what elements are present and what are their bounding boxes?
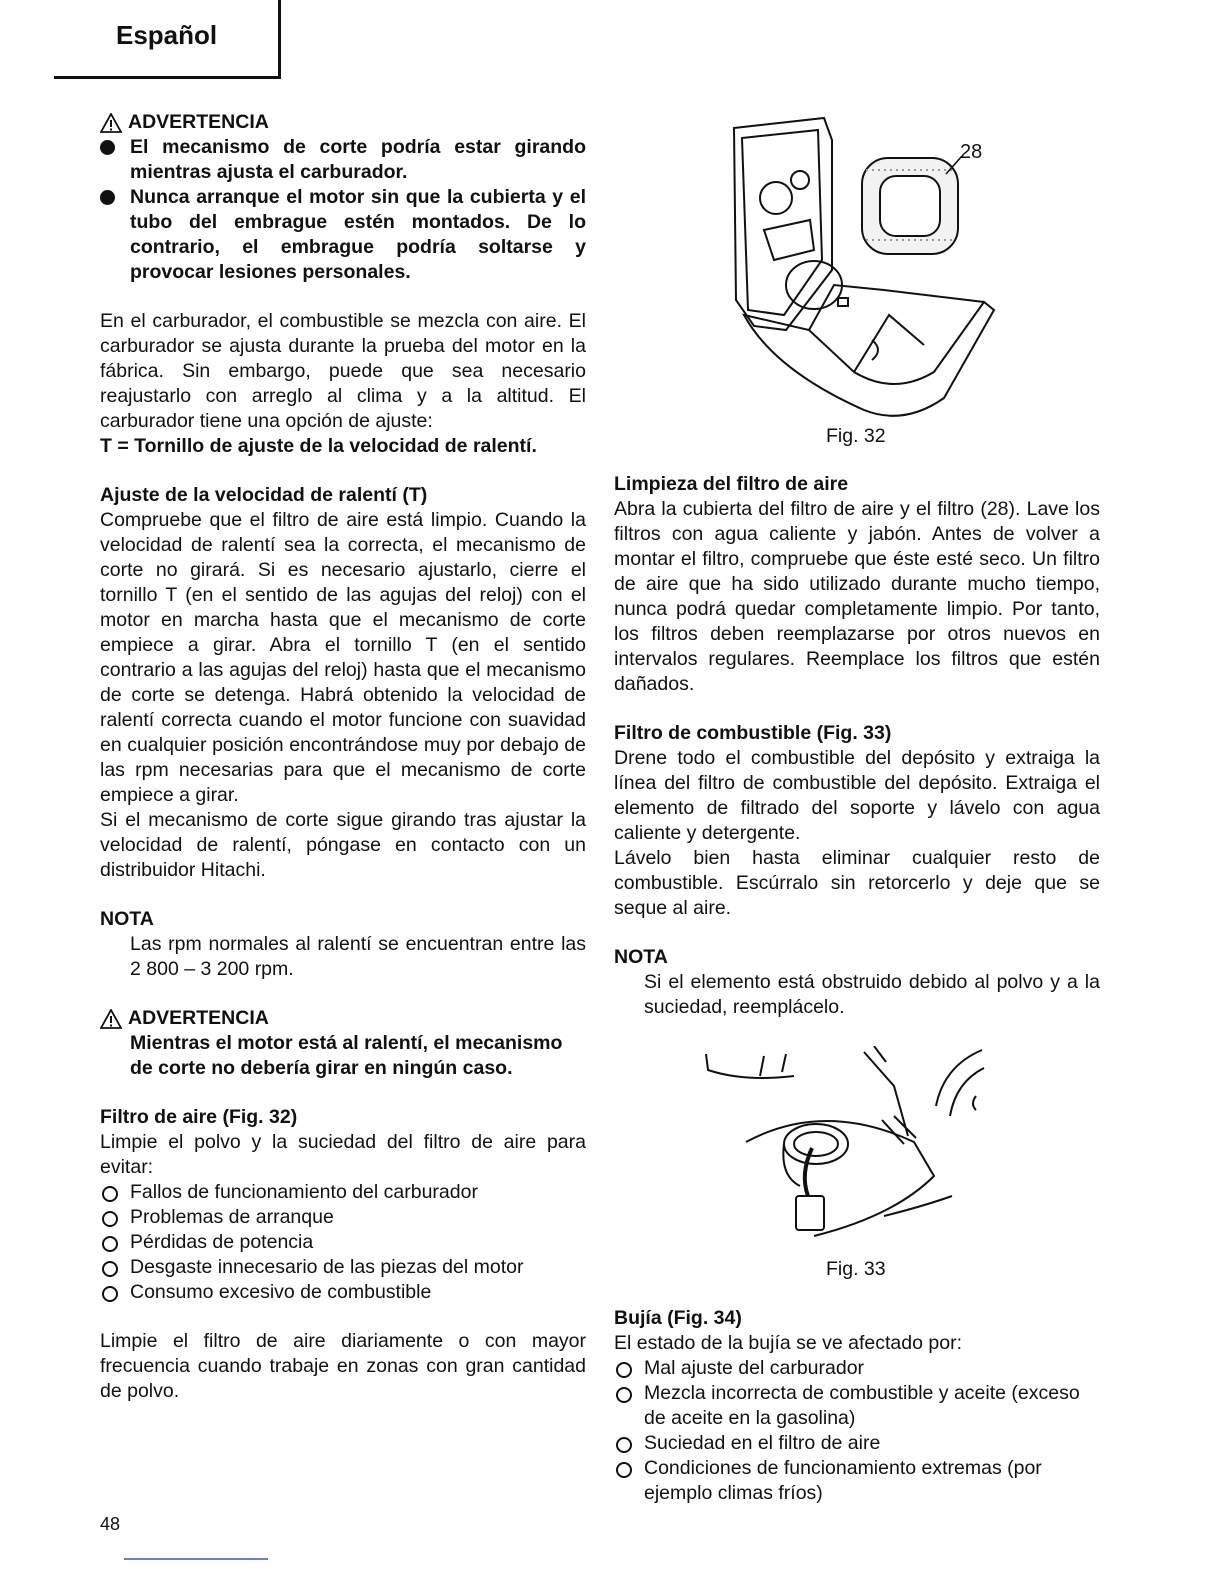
warning-item: El mecanismo de corte podría estar girando mientras ajusta el carburador. [100,135,586,185]
note-heading: NOTA [100,908,154,930]
warning-triangle-icon [100,113,122,133]
figure-32-callout: 28 [960,141,983,163]
list-item: Condiciones de funcionamiento extremas (por ejemplo climas fríos) [614,1456,1100,1506]
cleaning-heading: Limpieza del filtro de aire [614,473,849,495]
note-heading-right: NOTA [614,946,668,968]
idle-body: Compruebe que el filtro de aire está limpio. Cuando la velocidad de ralentí sea la correcta, el mecanismo de corte no girará. Si es necesario ajustarlo, cierre el tornillo T (en el sentido de las agujas del reloj) con el motor en marcha hasta que el mecanismo de corte empiece a girar. Abra el tornillo T (en el sentido contrario a las agujas del reloj) hasta que el mecanismo de corte se detenga. Habrá obtenido la velocidad de ralentí correcta cuando el motor funcione con suavidad en cualquier posición encontrándose muy por debajo de las rpm necesarias para que el mecanismo de corte empiece a girar. [100,509,586,806]
air-filter-intro: Limpie el polvo y la suciedad del filtro de aire para evitar: [100,1131,586,1178]
list-item: Pérdidas de potencia [100,1230,586,1255]
language-label: Español [116,20,218,50]
spark-plug-intro: El estado de la bujía se ve afectado por: [614,1332,962,1354]
warning-body: Mientras el motor está al ralentí, el mecanismo de corte no debería girar en ningún caso. [130,1032,563,1079]
cleaning-body: Abra la cubierta del filtro de aire y el filtro (28). Lave los filtros con agua caliente y jabón. Antes de volver a montar el filtro, compruebe que éste esté seco. Un filtro de aire que ha sido utilizado durante mucho tiempo, nunca podrá quedar completamente limpio. Por tanto, los filtros deben reemplazarse por otros nuevos en intervalos regulares. Reemplace los filtros que estén dañados. [614,498,1100,695]
fuel-filter-heading: Filtro de combustible (Fig. 33) [614,722,892,744]
list-item: Suciedad en el filtro de aire [614,1431,1100,1456]
right-column [614,472,1100,1020]
list-item: Consumo excesivo de combustible [100,1280,586,1305]
warning-heading-1: ADVERTENCIA [100,110,586,135]
language-tab [54,0,281,79]
spark-plug-section [614,1306,1100,1506]
note-body-right: Si el elemento está obstruido debido al polvo y a la suciedad, reemplácelo. [644,971,1100,1018]
list-item: Mal ajuste del carburador [614,1356,1100,1381]
footer-line [124,1558,268,1560]
fuel-filter-body: Drene todo el combustible del depósito y extraiga la línea del filtro de combustible del depósito. Extraiga el elemento de filtrado del soporte y lávelo con agua caliente y detergente. [614,747,1100,844]
figure-33-caption: Fig. 33 [826,1258,886,1280]
figure-32-caption: Fig. 32 [826,425,886,447]
note-body: Las rpm normales al ralentí se encuentran entre las 2 800 – 3 200 rpm. [130,933,586,980]
figure-33-fuel-filter [704,1046,994,1242]
carburetor-intro: En el carburador, el combustible se mezcla con aire. El carburador se ajusta durante la prueba del motor en la fábrica. Sin embargo, puede que sea necesario reajustarlo con arreglo al clima y a la altitud. El carburador tiene una opción de ajuste: [100,310,586,432]
list-item: Problemas de arranque [100,1205,586,1230]
list-item: Desgaste innecesario de las piezas del motor [100,1255,586,1280]
warning-item: Nunca arranque el motor sin que la cubierta y el tubo del embrague estén montados. De lo contrario, el embrague podría soltarse y provocar lesiones personales. [100,185,586,285]
air-filter-heading: Filtro de aire (Fig. 32) [100,1106,298,1128]
fuel-filter-body-wash: Lávelo bien hasta eliminar cualquier resto de combustible. Escúrralo sin retorcerlo y deje que se seque al aire. [614,847,1100,919]
carburetor-screw-definition: T = Tornillo de ajuste de la velocidad de ralentí. [100,435,537,457]
list-item: Mezcla incorrecta de combustible y aceite (exceso de aceite en la gasolina) [614,1381,1100,1431]
warning-triangle-icon [100,1009,122,1029]
air-filter-closing: Limpie el filtro de aire diariamente o con mayor frecuencia cuando trabaje en zonas con gran cantidad de polvo. [100,1330,586,1402]
idle-body-contact: Si el mecanismo de corte sigue girando tras ajustar la velocidad de ralentí, póngase en contacto con un distribuidor Hitachi. [100,809,586,881]
left-column [100,110,586,1404]
figure-32-air-filter-cover [714,110,1004,426]
idle-heading: Ajuste de la velocidad de ralentí (T) [100,484,428,506]
list-item: Fallos de funcionamiento del carburador [100,1180,586,1205]
page-number: 48 [100,1514,121,1534]
spark-plug-heading: Bujía (Fig. 34) [614,1307,742,1329]
warning-heading-2: ADVERTENCIA [100,1006,586,1031]
